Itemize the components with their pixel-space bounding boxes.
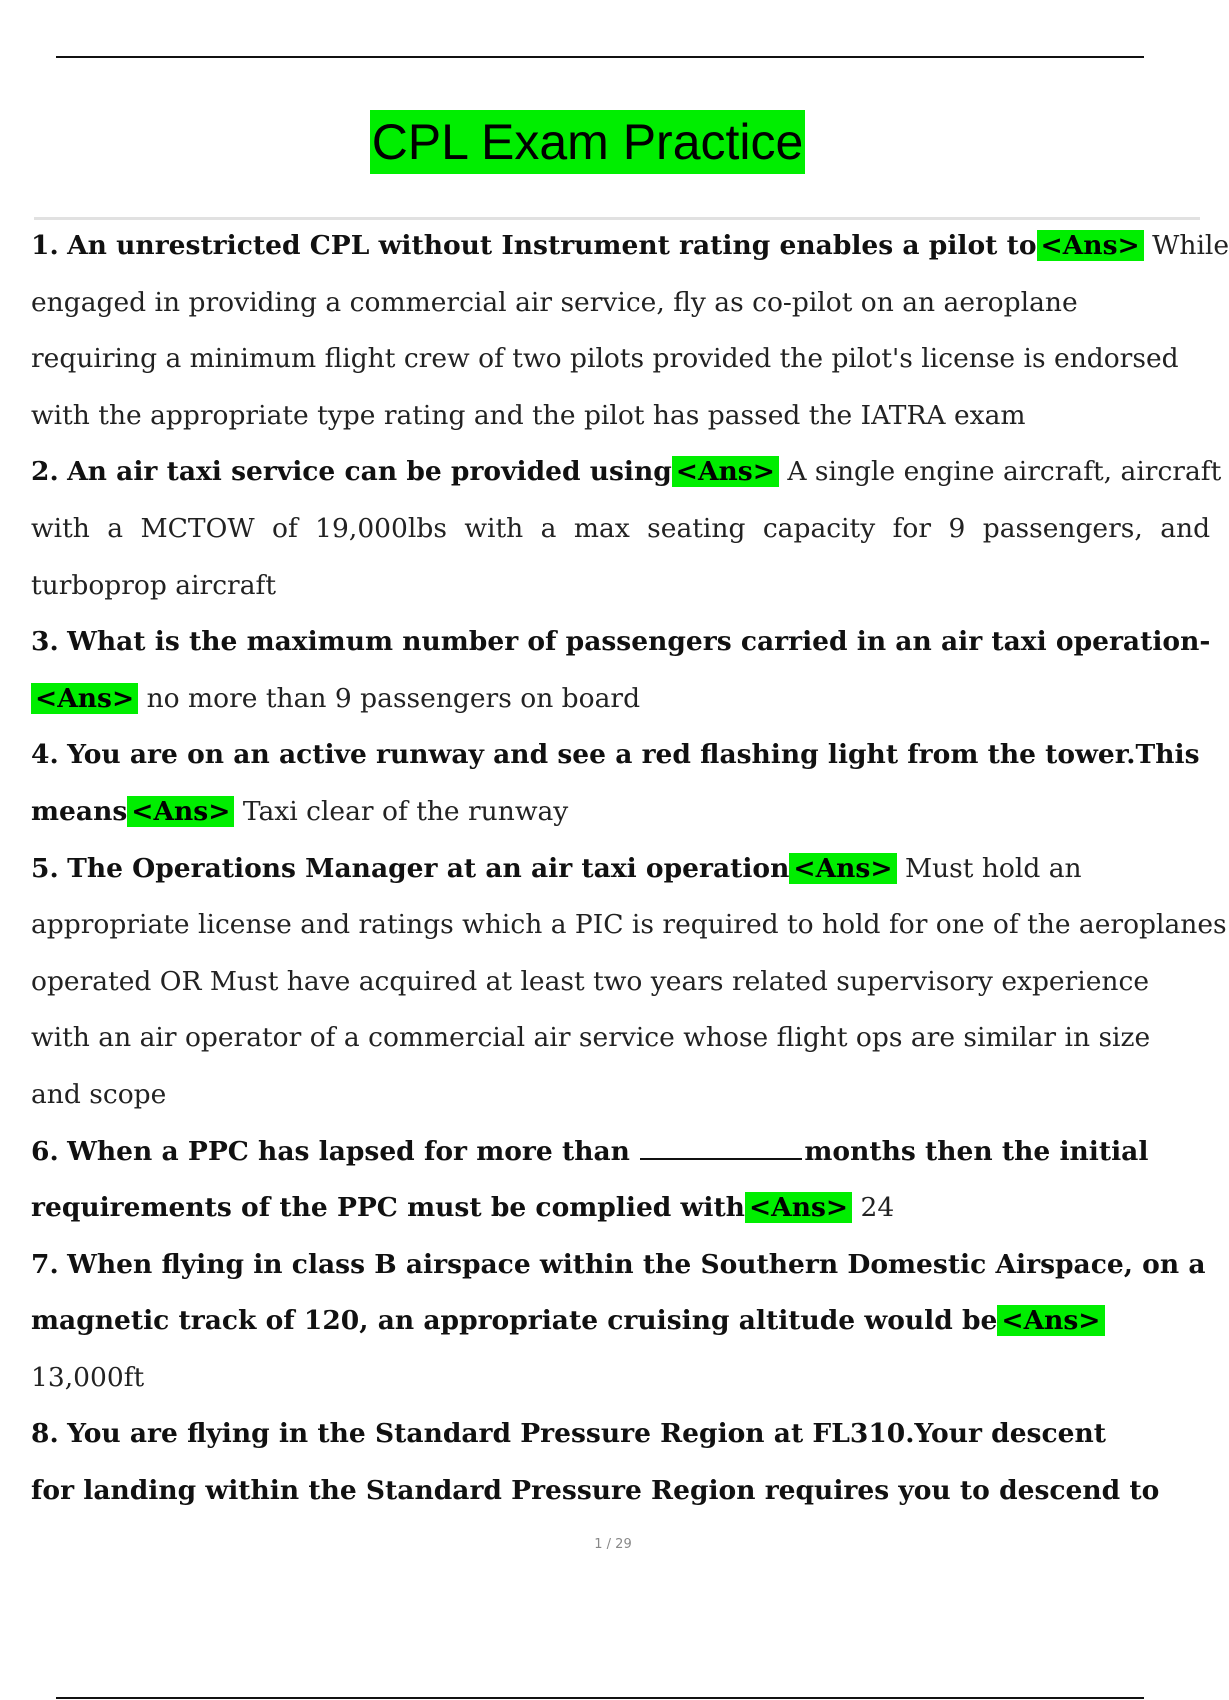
question-1-number: 1. xyxy=(31,230,59,261)
question-7-number: 7. xyxy=(31,1248,59,1280)
question-5-line-3 xyxy=(31,954,1200,1011)
answer-tag: <Ans> xyxy=(672,456,779,487)
answer-tag: <Ans> xyxy=(789,853,896,884)
question-3-number: 3. xyxy=(31,626,59,658)
question-2-line-1 xyxy=(31,444,1222,501)
question-8-line-1 xyxy=(31,1406,1200,1463)
title-block xyxy=(0,110,1175,174)
question-6-text-1: When a PPC has lapsed for more than xyxy=(67,1135,630,1167)
question-5-line-2 xyxy=(31,897,1227,954)
answer-2-line-1: A single engine aircraft, aircraft xyxy=(787,456,1222,488)
answer-1-line-3: requiring a minimum flight crew of two pilots provided the pilot's license is endorsed xyxy=(31,343,1179,375)
question-7-line-1 xyxy=(31,1237,1206,1294)
question-6-line-1 xyxy=(31,1124,1200,1181)
answer-tag: <Ans> xyxy=(1037,230,1144,261)
question-5-line-5 xyxy=(31,1067,1200,1124)
answer-5-line-1: Must hold an xyxy=(904,852,1082,884)
answer-2-line-2: with a MCTOW of 19,000lbs with a max seating capacity for 9 passengers, and xyxy=(31,512,1211,544)
question-2-text: An air taxi service can be provided using xyxy=(67,456,672,488)
question-3-line-1 xyxy=(31,614,1211,671)
question-1-line-1 xyxy=(31,218,1229,275)
question-6-number: 6. xyxy=(31,1135,59,1167)
question-7-text-1: When flying in class B airspace within the Southern Domestic Airspace, on a xyxy=(67,1248,1206,1280)
question-1-line-2 xyxy=(31,275,1200,332)
answer-3-line-1: no more than 9 passengers on board xyxy=(146,682,641,714)
answer-5-line-2: appropriate license and ratings which a PIC is required to hold for one of the aeroplanes xyxy=(31,909,1227,941)
question-4-text-2: means xyxy=(31,795,128,827)
question-5-line-4 xyxy=(31,1010,1200,1067)
bottom-rule xyxy=(56,1697,1144,1699)
question-2-line-3 xyxy=(31,558,1200,615)
question-7-text-2: magnetic track of 120, an appropriate cruising altitude would be xyxy=(31,1305,998,1337)
answer-5-line-4: with an air operator of a commercial air service whose flight ops are similar in size xyxy=(31,1022,1151,1054)
answer-4-line-1: Taxi clear of the runway xyxy=(242,795,569,827)
question-3-text: What is the maximum number of passengers carried in an air taxi operation- xyxy=(67,626,1211,658)
answer-1-line-1: While xyxy=(1152,230,1229,261)
answer-2-line-3: turboprop aircraft xyxy=(31,569,276,601)
question-8-number: 8. xyxy=(31,1418,59,1450)
page-number: 1 / 29 xyxy=(594,1537,632,1552)
question-1-text: An unrestricted CPL without Instrument rating enables a pilot to xyxy=(67,230,1037,261)
answer-6-line-1: 24 xyxy=(860,1192,895,1224)
question-list xyxy=(31,218,1229,1520)
answer-1-line-2: engaged in providing a commercial air service, fly as co-pilot on an aeroplane xyxy=(31,286,1078,318)
question-6-text-2: months then the initial xyxy=(804,1135,1149,1167)
question-4-text-1: You are on an active runway and see a red flashing light from the tower.This xyxy=(67,739,1200,771)
answer-1-line-4: with the appropriate type rating and the pilot has passed the IATRA exam xyxy=(31,399,1026,431)
question-4-line-2 xyxy=(31,784,1200,841)
answer-tag: <Ans> xyxy=(745,1192,852,1223)
question-4-line-1 xyxy=(31,727,1200,784)
question-5-number: 5. xyxy=(31,852,59,884)
question-6-line-2 xyxy=(31,1180,1200,1237)
question-2-number: 2. xyxy=(31,456,59,488)
question-3-line-2 xyxy=(31,671,1200,728)
answer-7-line-1: 13,000ft xyxy=(31,1361,145,1393)
question-8-line-2 xyxy=(31,1463,1200,1520)
question-7-line-3 xyxy=(31,1350,1200,1407)
answer-5-line-5: and scope xyxy=(31,1078,167,1110)
question-5-line-1 xyxy=(31,841,1200,898)
answer-tag: <Ans> xyxy=(127,796,234,827)
answer-tag: <Ans> xyxy=(997,1305,1104,1336)
question-8-text-1: You are flying in the Standard Pressure Region at FL310.Your descent xyxy=(67,1418,1106,1450)
question-5-text: The Operations Manager at an air taxi operation xyxy=(67,852,790,884)
page-title: CPL Exam Practice xyxy=(370,110,806,174)
question-2-line-2 xyxy=(31,501,1211,558)
top-rule xyxy=(56,56,1144,58)
question-8-text-2: for landing within the Standard Pressure Region requires you to descend to xyxy=(31,1475,1160,1507)
question-6-text-3: requirements of the PPC must be complied with xyxy=(31,1192,745,1224)
question-4-number: 4. xyxy=(31,739,59,771)
answer-5-line-3: operated OR Must have acquired at least two years related supervisory experience xyxy=(31,965,1150,997)
question-1-line-4 xyxy=(31,388,1200,445)
question-1-line-3 xyxy=(31,331,1200,388)
fill-in-blank xyxy=(640,1132,802,1160)
answer-tag: <Ans> xyxy=(31,683,138,714)
question-7-line-2 xyxy=(31,1293,1200,1350)
